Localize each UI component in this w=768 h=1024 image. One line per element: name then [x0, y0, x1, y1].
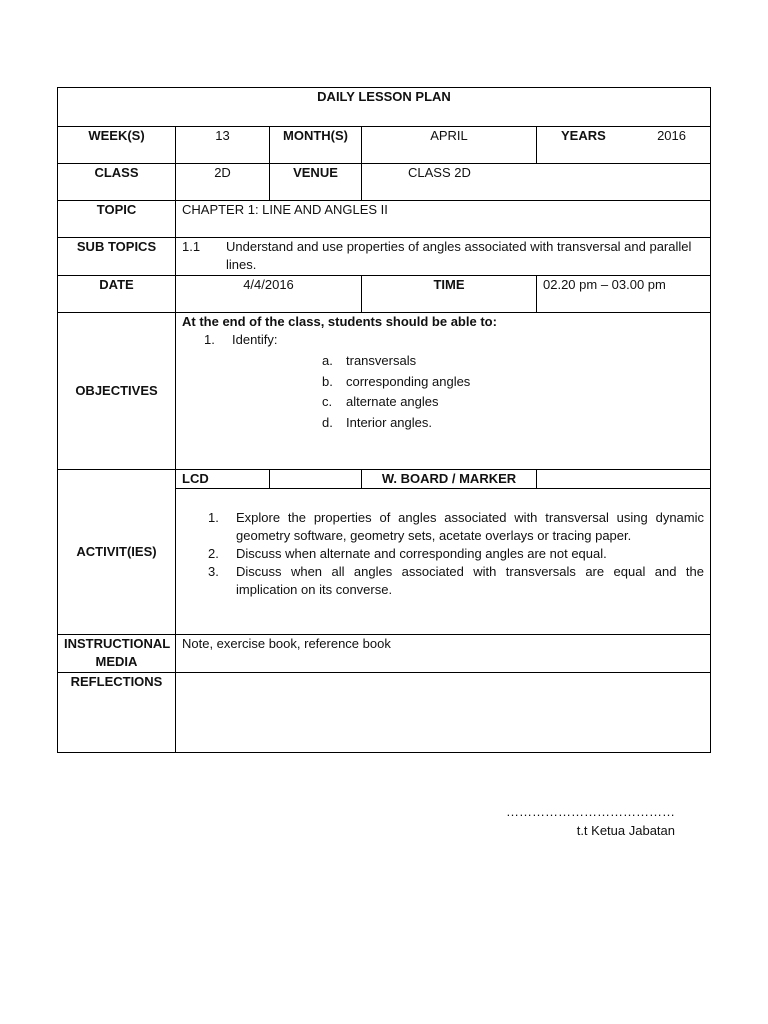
venue-label: VENUE [270, 164, 362, 201]
list-item: a. transversals [322, 353, 417, 368]
tool-whiteboard: W. BOARD / MARKER [362, 470, 537, 489]
tool-lcd: LCD [176, 470, 270, 489]
class-label: CLASS [58, 164, 176, 201]
subtopics-label: SUB TOPICS [58, 238, 176, 276]
objectives-label: OBJECTIVES [58, 313, 176, 470]
tool-empty-1 [270, 470, 362, 489]
month-label: MONTH(S) [270, 127, 362, 164]
date-value: 4/4/2016 [176, 276, 362, 313]
signature-label: t.t Ketua Jabatan [576, 823, 675, 838]
time-label: TIME [362, 276, 537, 313]
objectives-cell [176, 313, 711, 470]
years-value: 2016 [657, 128, 686, 143]
topic-value: CHAPTER 1: LINE AND ANGLES II [176, 201, 711, 238]
activities-label: ACTIVIT(IES) [58, 470, 176, 635]
time-value: 02.20 pm – 03.00 pm [537, 276, 711, 313]
reflections-label: REFLECTIONS [58, 673, 176, 753]
lesson-plan-table [57, 87, 711, 753]
topic-label: TOPIC [58, 201, 176, 238]
reflections-value [176, 673, 711, 753]
class-value: 2D [176, 164, 270, 201]
years-label: YEARS [561, 128, 606, 143]
venue-value: CLASS 2D [362, 164, 711, 201]
signature-line: ………………………………… [506, 804, 675, 819]
objectives-step-text: Identify: [232, 332, 278, 347]
page-title: DAILY LESSON PLAN [58, 88, 711, 127]
objectives-step-number: 1. [204, 332, 215, 347]
date-label: DATE [58, 276, 176, 313]
subtopic-text: Understand and use properties of angles associated with transversal and parallel lines. [226, 239, 692, 272]
tool-empty-2 [537, 470, 711, 489]
week-value: 13 [176, 127, 270, 164]
list-item: c. alternate angles [322, 394, 439, 409]
subtopics-cell [176, 238, 711, 276]
media-value: Note, exercise book, reference book [176, 635, 711, 673]
list-item: d. Interior angles. [322, 414, 432, 430]
years-cell [537, 127, 711, 164]
activities-cell [176, 489, 711, 635]
month-value: APRIL [362, 127, 537, 164]
list-item: b. corresponding angles [322, 373, 471, 389]
media-label: INSTRUCTIONAL MEDIA [58, 635, 176, 673]
list-item: 1. Explore the properties of angles associated with transversal using dynamic geometry software, geometry sets, acetate overlays or tracing paper. [208, 510, 704, 543]
week-label: WEEK(S) [58, 127, 176, 164]
signature-block [506, 804, 675, 838]
subtopic-number: 1.1 [182, 239, 201, 254]
objectives-step [204, 331, 704, 349]
list-item: 2. Discuss when alternate and corresponding angles are not equal. [208, 546, 607, 561]
objectives-intro: At the end of the class, students should be able to: [182, 314, 497, 329]
activities-list [182, 509, 704, 599]
objectives-list [182, 351, 704, 433]
list-item: 3. Discuss when all angles associated with transversals are equal and the implication on its converse. [208, 564, 704, 597]
